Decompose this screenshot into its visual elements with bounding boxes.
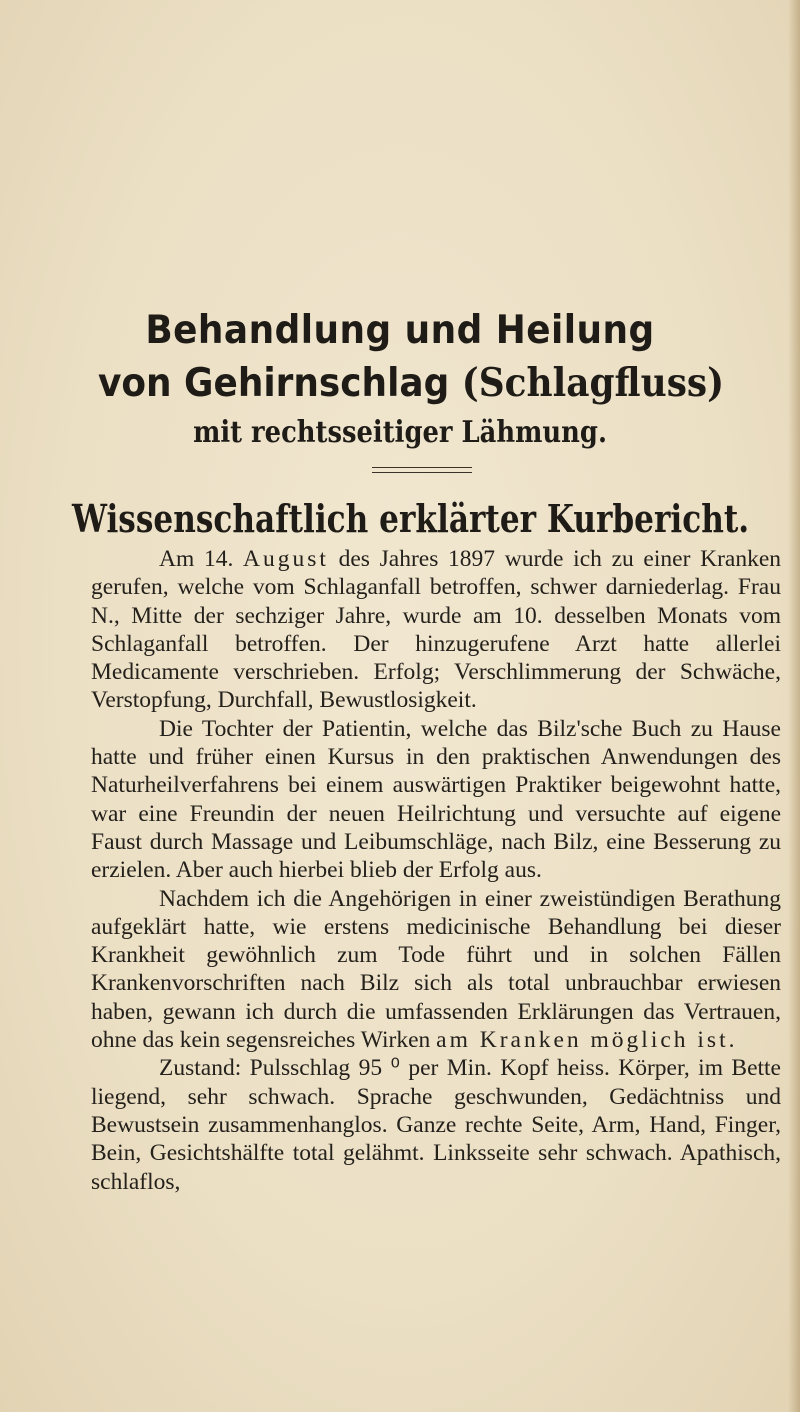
- title-line-2-part-a: von Gehirnschlag: [97, 361, 462, 406]
- divider-rule-top: [372, 467, 472, 468]
- paragraph-3: [91, 885, 781, 1055]
- title-line-2-part-b: (Schlagfluss): [461, 360, 725, 406]
- paragraph-1-rest: des Jahres 1897 wurde ich zu einer Kranken gerufen, welche vom Schlaganfall betroffen, schwer darniederlag. Frau N., Mitte der sechziger Jahre, wurde am 10. desselben Monats vom Schlaganfall betroffen. Der hinzugerufene Arzt hatte allerlei Medicamente verschrieben. Erfolg; Verschlimmerung der Schwäche, Verstopfung, Durchfall, Bewustlosigkeit.: [91, 546, 782, 714]
- title-line-1: Behandlung und Heilung: [145, 308, 655, 353]
- paragraph-1-spaced: August: [243, 546, 329, 572]
- body-text: [91, 545, 781, 1196]
- subheading: Wissenschaftlich erklärter Kurbericht.: [72, 496, 750, 541]
- paragraph-2: Die Tochter der Patientin, welche das Bilz'sche Buch zu Hause hatte und früher einen Kursus in den praktischen Anwendungen des Naturheilverfahrens bei einem auswärtigen Praktiker beigewohnt hatte, war eine Freundin der neuen Heilrichtung und versuchte auf eigene Faust durch Massage und Leibumschläge, nach Bilz, eine Besserung zu erzielen. Aber auch hierbei blieb der Erfolg aus.: [91, 715, 781, 884]
- paragraph-1: [91, 545, 781, 715]
- paragraph-1-start: Am 14.: [159, 546, 244, 572]
- paragraph-3-spaced: am Kranken möglich ist.: [436, 1027, 738, 1054]
- divider-rule-bottom: [372, 472, 472, 473]
- paragraph-4: Zustand: Pulsschlag 95 ⁰ per Min. Kopf heiss. Körper, im Bette liegend, sehr schwach. Sprache geschwunden, Gedächtniss und Bewustsein zusammenhanglos. Ganze rechte Seite, Arm, Hand, Finger, Bein, Gesichtshälfte total gelähmt. Linksseite sehr schwach. Apathisch, schlaflos,: [91, 1055, 781, 1195]
- title-line-3: mit rechtsseitiger Lähmung.: [193, 415, 607, 450]
- page-edge-shadow: [788, 0, 800, 1412]
- paragraph-3-start: Nachdem ich die Angehörigen in einer zweistündigen Berathung aufgeklärt hatte, wie erstens medicinische Behandlung bei dieser Krankheit gewöhnlich zum Tode führt und in solchen Fällen Krankenvorschriften nach Bilz sich als total unbrauchbar erwiesen haben, gewann ich durch die umfassenden Erklärungen das Vertrauen, ohne das kein segensreiches Wirken: [91, 885, 781, 1054]
- title-line-2: [32, 360, 768, 406]
